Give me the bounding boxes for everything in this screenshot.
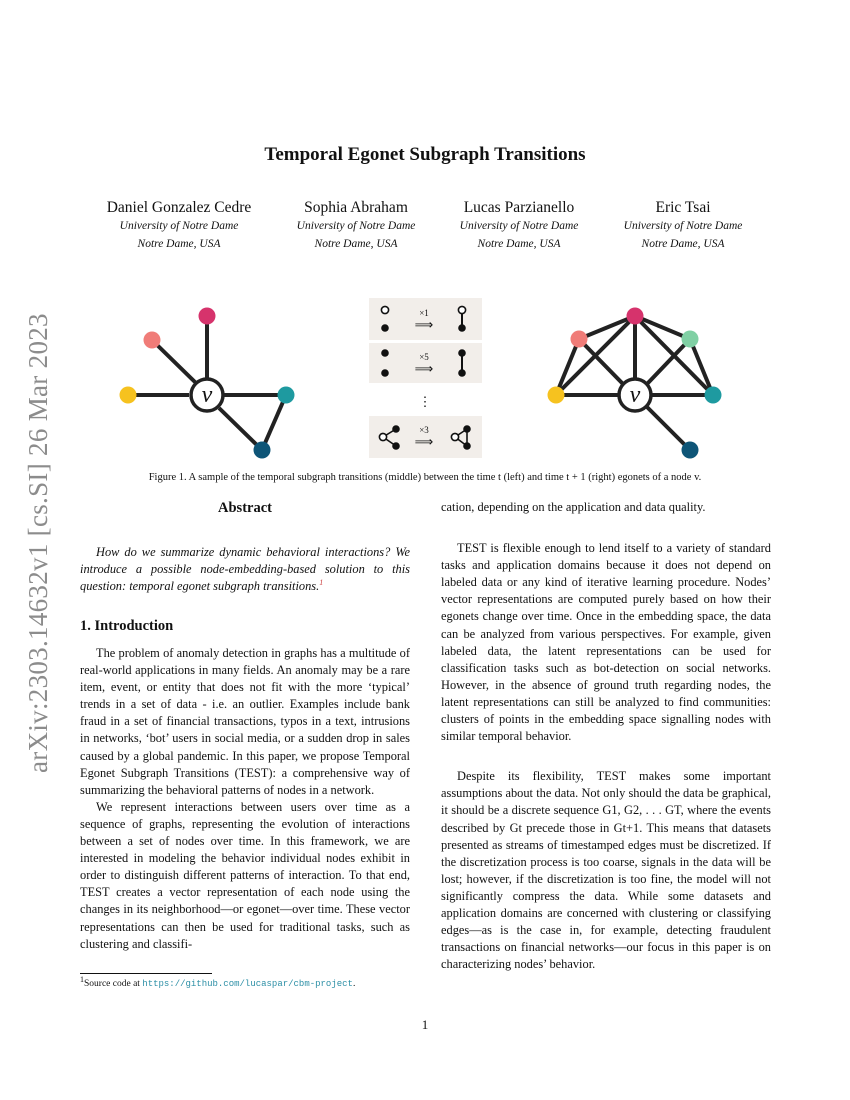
author-name: Sophia Abraham — [304, 199, 408, 216]
figure-caption: Figure 1. A sample of the temporal subgraph transitions (middle) between the time t (left) and time t + 1 (right) egonets of a node v. — [148, 472, 702, 483]
section-heading-introduction: 1. Introduction — [80, 618, 174, 634]
footnote-end: . — [352, 979, 356, 989]
footnote-divider — [80, 973, 212, 974]
author-location: Notre Dame, USA — [314, 238, 398, 250]
right-column — [441, 499, 771, 973]
paper-title: Temporal Egonet Subgraph Transitions — [264, 144, 586, 165]
footnote-link[interactable]: https://github.com/lucaspar/cbm-project — [142, 979, 353, 989]
footnote — [80, 974, 420, 990]
ego-node-label: v — [201, 382, 213, 408]
author-affiliation: University of Notre Dame — [623, 220, 743, 232]
introduction-body — [80, 645, 410, 953]
paragraph: TEST is flexible enough to lend itself to a variety of standard tasks and application domains because it does not depend on labeled data or any kind of iterative learning procedure. Nodes’ vector representations are computed purely based on how their egonets change over time. Once in the embedding space, the data can be analyzed from various perspectives. For example, given labeled data, the latent representations can be used for classification tasks such as bot-detection on social networks. However, in the absence of ground truth regarding nodes, the latent representations can still be analyzed to find communities: clusters of points in the embedding space signalling nodes with similar temporal behavior. — [441, 541, 771, 744]
abstract-heading: Abstract — [218, 500, 272, 516]
transition-count: ×5 — [419, 352, 429, 362]
transition-list — [369, 298, 482, 458]
ego-node-label: v — [629, 382, 641, 408]
paragraph: Despite its flexibility, TEST makes some important assumptions about the data. Not only should the data be graphical, it should be a discrete sequence G1, G2, . . . GT, where the events described by Gt precede those in Gt+1. This means that datasets presented as streams of timestamped edges must be discretized. If the discretization process is too coarse, signals in the data will be lost; however, if the discretization is too fine, the model will not significantly compress the data. While some datasets and application domains are concerned with clustering or classifying edges—as is the case in, for example, detecting fraudulent transactions on financial networks—our focus in this paper is on characterizing nodes’ behavior. — [441, 769, 771, 972]
node-yellow — [120, 387, 137, 404]
ellipsis: ⋮ — [418, 395, 432, 410]
arrow-icon: ⟹ — [414, 362, 434, 377]
abstract-body: How do we summarize dynamic behavioral interactions? We introduce a possible node-embedding-based solution to this question: temporal egonet subgraph transitions. — [80, 545, 410, 594]
node-teal — [278, 387, 295, 404]
figure-1 — [100, 290, 760, 465]
abstract-text — [80, 544, 410, 595]
author-block — [261, 199, 451, 253]
egonet-time-t-plus-1 — [548, 308, 722, 459]
author-name: Lucas Parzianello — [463, 199, 575, 216]
footnote-ref[interactable]: 1 — [319, 578, 324, 588]
node-salmon — [144, 332, 161, 349]
footnote-text: Source code at — [84, 979, 143, 989]
author-affiliation: University of Notre Dame — [296, 220, 416, 232]
author-name: Eric Tsai — [655, 199, 711, 216]
author-block — [424, 199, 614, 253]
author-name: Daniel Gonzalez Cedre — [106, 199, 252, 216]
arxiv-stamp: arXiv:2303.14632v1 [cs.SI] 26 Mar 2023 — [23, 313, 53, 773]
footnote-mark: 1 — [80, 974, 84, 984]
paragraph: The problem of anomaly detection in graphs has a multitude of real-world applications in many fields. An anomaly may be a rare item, event, or entity that does not fit with the more ‘typical’ trends in a set of data - i.e. an outlier. Examples include bank fraud in a set of financial transactions, typos in a text, intrusions in networks, ‘bot’ users in social media, or a sudden drop in sales caused by a global pandemic. In this paper, we propose Temporal Egonet Subgraph Transitions (TEST): a comprehensive way of summarizing the behavioral patterns of nodes in a network. — [80, 646, 410, 797]
node-navy — [682, 442, 699, 459]
author-location: Notre Dame, USA — [641, 238, 725, 250]
node-mint — [682, 331, 699, 348]
author-location: Notre Dame, USA — [137, 238, 221, 250]
node-navy — [254, 442, 271, 459]
node-magenta — [627, 308, 644, 325]
author-location: Notre Dame, USA — [477, 238, 561, 250]
node-teal — [705, 387, 722, 404]
page-number: 1 — [421, 1017, 429, 1032]
author-block — [84, 199, 274, 253]
author-block — [588, 199, 778, 253]
node-magenta — [199, 308, 216, 325]
transition-count: ×1 — [419, 308, 429, 318]
node-salmon — [571, 331, 588, 348]
author-affiliation: University of Notre Dame — [119, 220, 239, 232]
egonet-time-t — [120, 308, 295, 459]
transition-count: ×3 — [419, 425, 429, 435]
paragraph: cation, depending on the application and data quality. — [441, 500, 706, 514]
paragraph: We represent interactions between users over time as a sequence of graphs, representing the evolution of interactions between a set of nodes over time. In this framework, we are interested in modeling the behavior individual nodes exhibit in order to distinguish different patterns of interaction. To that end, TEST creates a vector representation of each node using the changes in its neighborhood—or egonet—over time. These vector representations can then be used for traditional tasks, such as clustering and classifi- — [80, 799, 410, 951]
arrow-icon: ⟹ — [414, 435, 434, 450]
author-affiliation: University of Notre Dame — [459, 220, 579, 232]
arrow-icon: ⟹ — [414, 318, 434, 333]
node-yellow — [548, 387, 565, 404]
